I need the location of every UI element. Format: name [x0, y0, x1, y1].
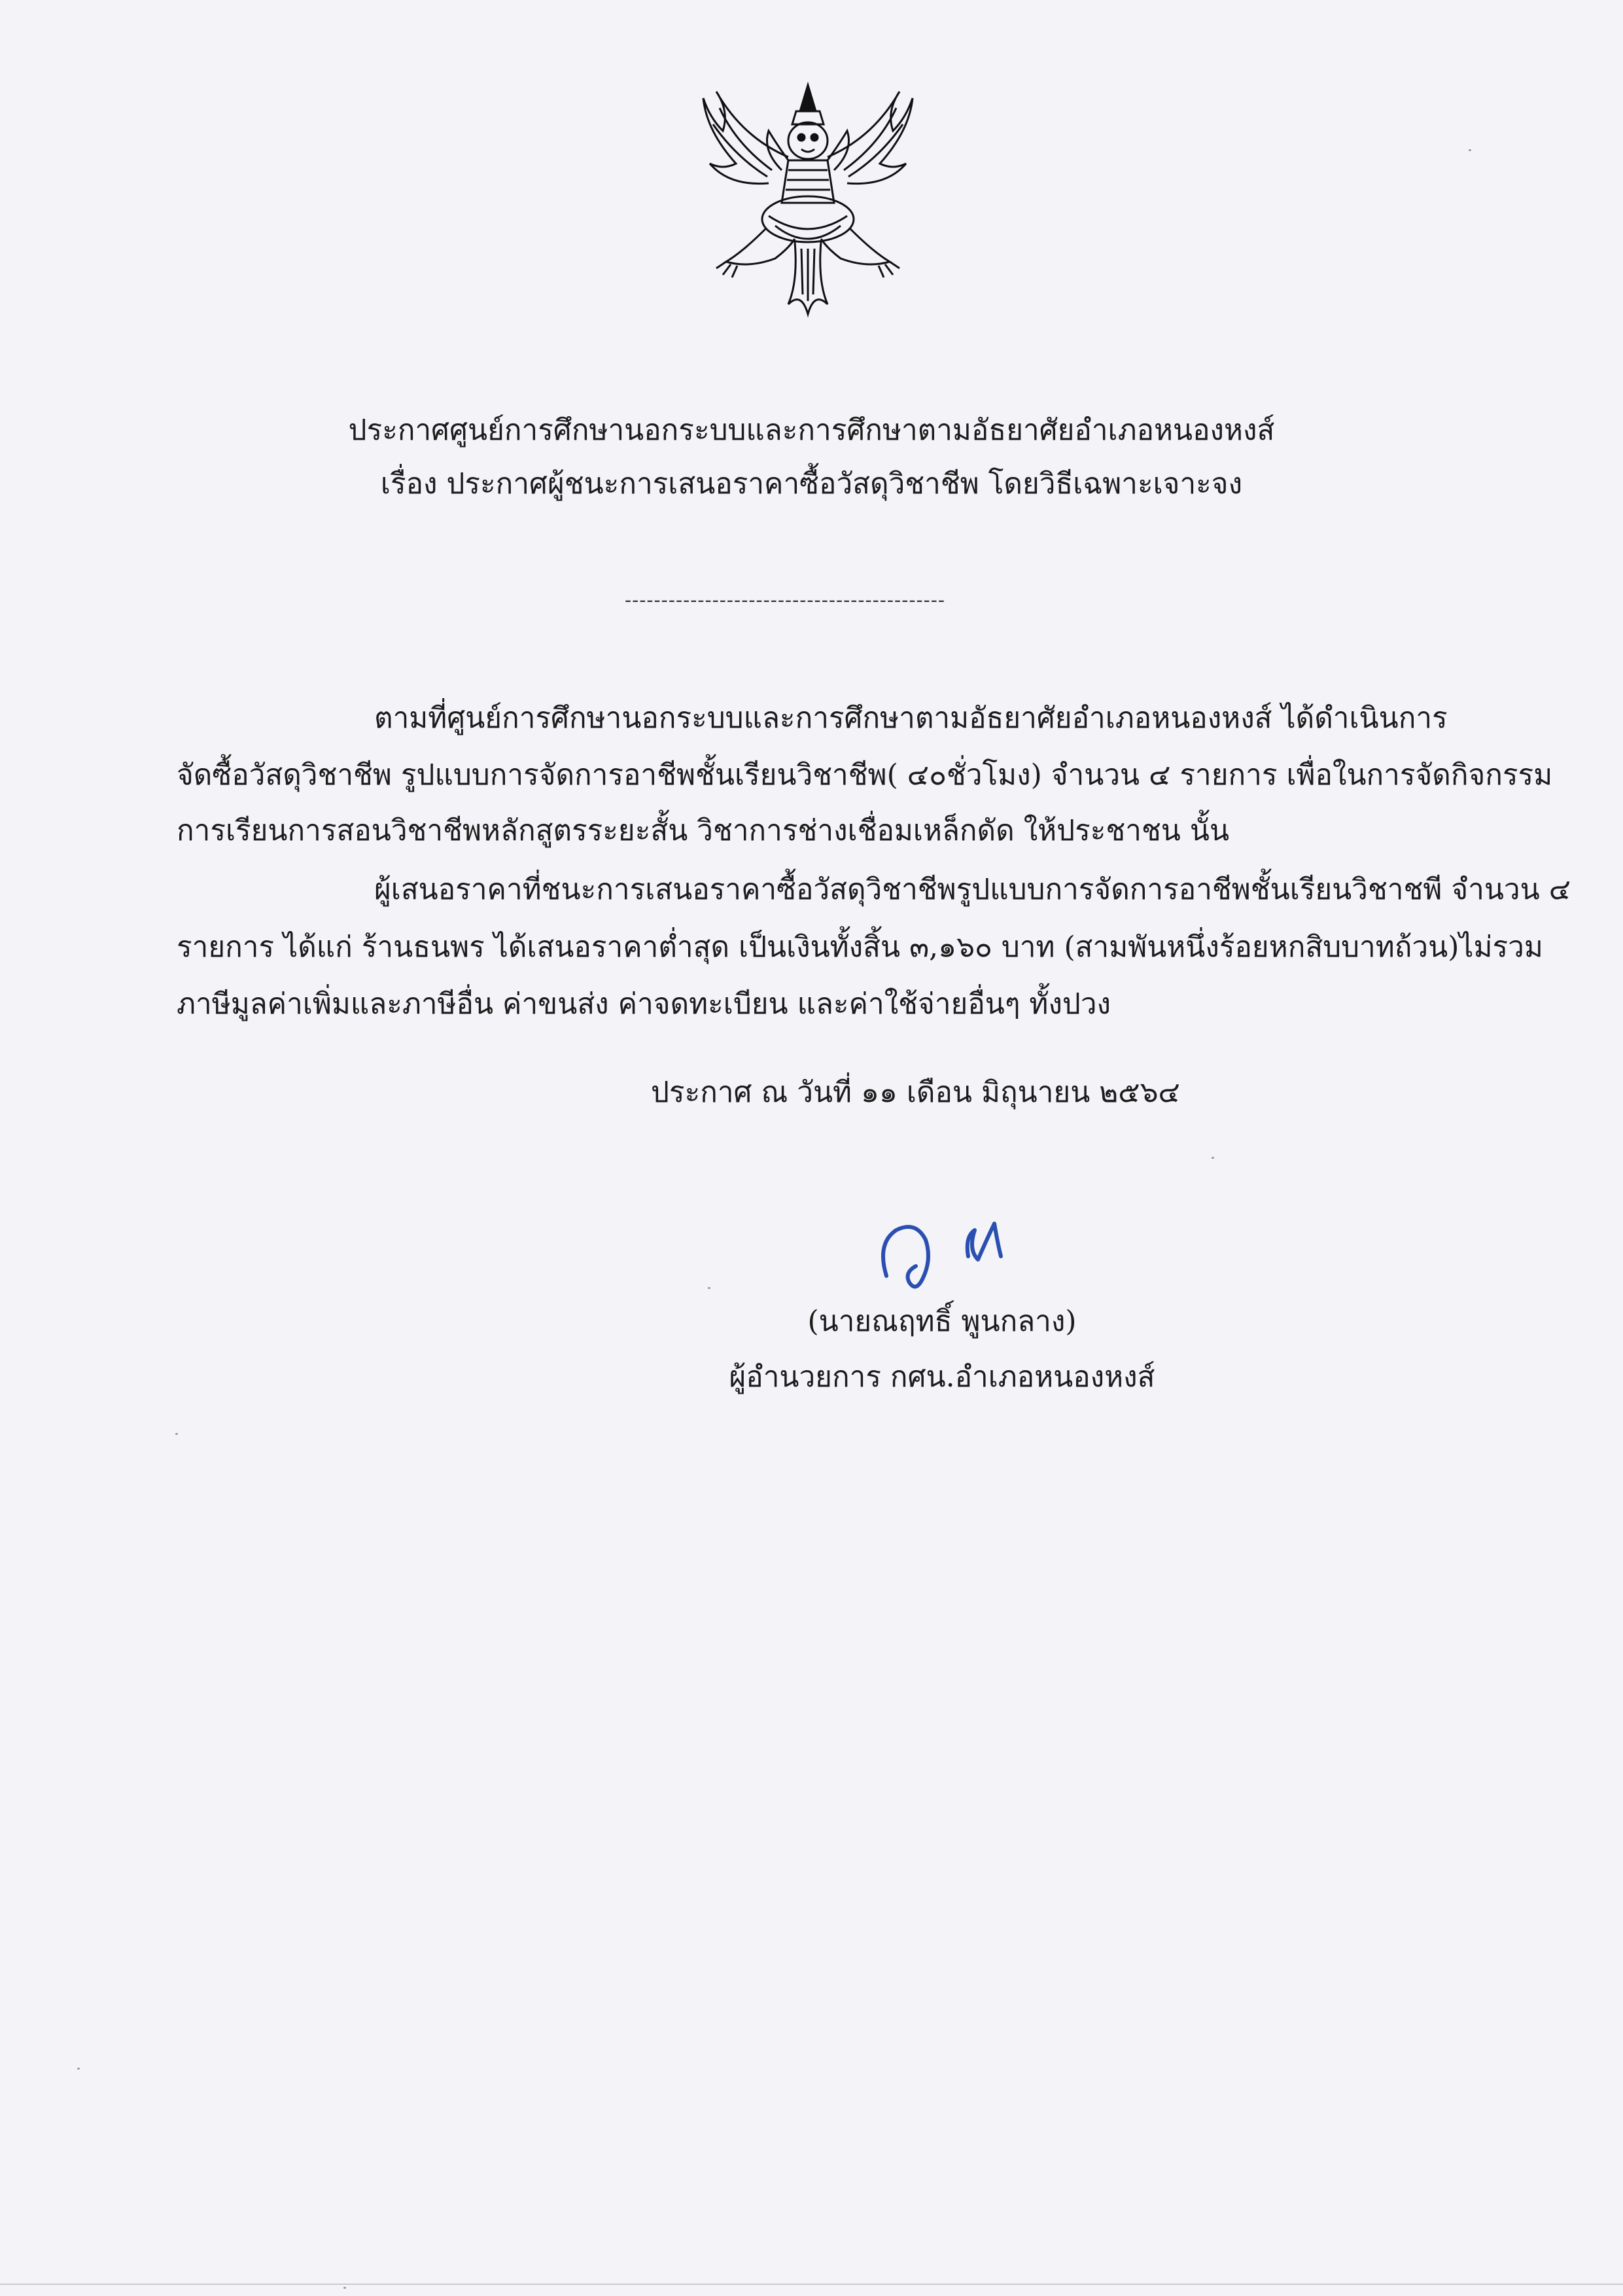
garuda-emblem-icon: [690, 72, 926, 321]
paragraph-1-line-1: ตามที่ศูนย์การศึกษานอกระบบและการศึกษาตามอัธยาศัยอำเภอหนองหงส์ ได้ดำเนินการ: [374, 701, 1448, 735]
announcement-title: ประกาศศูนย์การศึกษานอกระบบและการศึกษาตามอัธยาศัยอำเภอหนองหงส์: [348, 414, 1275, 447]
signatory-position: ผู้อำนวยการ กศน.อำเภอหนองหงส์: [729, 1360, 1155, 1394]
paragraph-1-line-2: จัดซื้อวัสดุวิชาชีพ รูปแบบการจัดการอาชีพชั้นเรียนวิชาชีพ( ๔๐ชั่วโมง) จำนวน ๔ รายการ เพื่อในการจัดกิจกรรม: [177, 758, 1553, 792]
scan-speck: [343, 2287, 346, 2289]
paragraph-2-line-1: ผู้เสนอราคาที่ชนะการเสนอราคาซื้อวัสดุวิชาชีพรูปแบบการจัดการอาชีพชั้นเรียนวิชาชพี จำนวน ๔: [374, 873, 1571, 906]
paragraph-2-line-3: ภาษีมูลค่าเพิ่มและภาษีอื่น ค่าขนส่ง ค่าจดทะเบียน และค่าใช้จ่ายอื่นๆ ทั้งปวง: [177, 987, 1111, 1021]
scan-speck: [175, 1433, 178, 1435]
announcement-subject: เรื่อง ประกาศผู้ชนะการเสนอราคาซื้อวัสดุวิชาชีพ โดยวิธีเฉพาะเจาะจง: [380, 467, 1243, 501]
paragraph-1-line-3: การเรียนการสอนวิชาชีพหลักสูตรระยะสั้น วิชาการช่างเชื่อมเหล็กดัด ให้ประชาชน นั้น: [177, 814, 1230, 847]
scan-speck: [77, 2068, 80, 2070]
separator-line: --------------------------------------------: [625, 589, 946, 612]
paragraph-2-line-2: รายการ ได้แก่ ร้านธนพร ได้เสนอราคาต่ำสุด เป็นเงินทั้งสิ้น ๓,๑๖๐ บาท (สามพันหนึ่งร้อยหกสิบบาทถ้วน)ไม่รวม: [177, 930, 1543, 964]
scan-speck: [1469, 149, 1471, 151]
scan-speck: [1212, 1157, 1214, 1159]
scan-edge: [0, 2284, 1623, 2285]
scan-speck: [708, 1287, 710, 1289]
signatory-name: (นายณฤทธิ์ พูนกลาง): [807, 1305, 1077, 1338]
handwritten-signature: [870, 1204, 1040, 1302]
announcement-date: ประกาศ ณ วันที่ ๑๑ เดือน มิถุนายน ๒๕๖๔: [651, 1076, 1180, 1109]
